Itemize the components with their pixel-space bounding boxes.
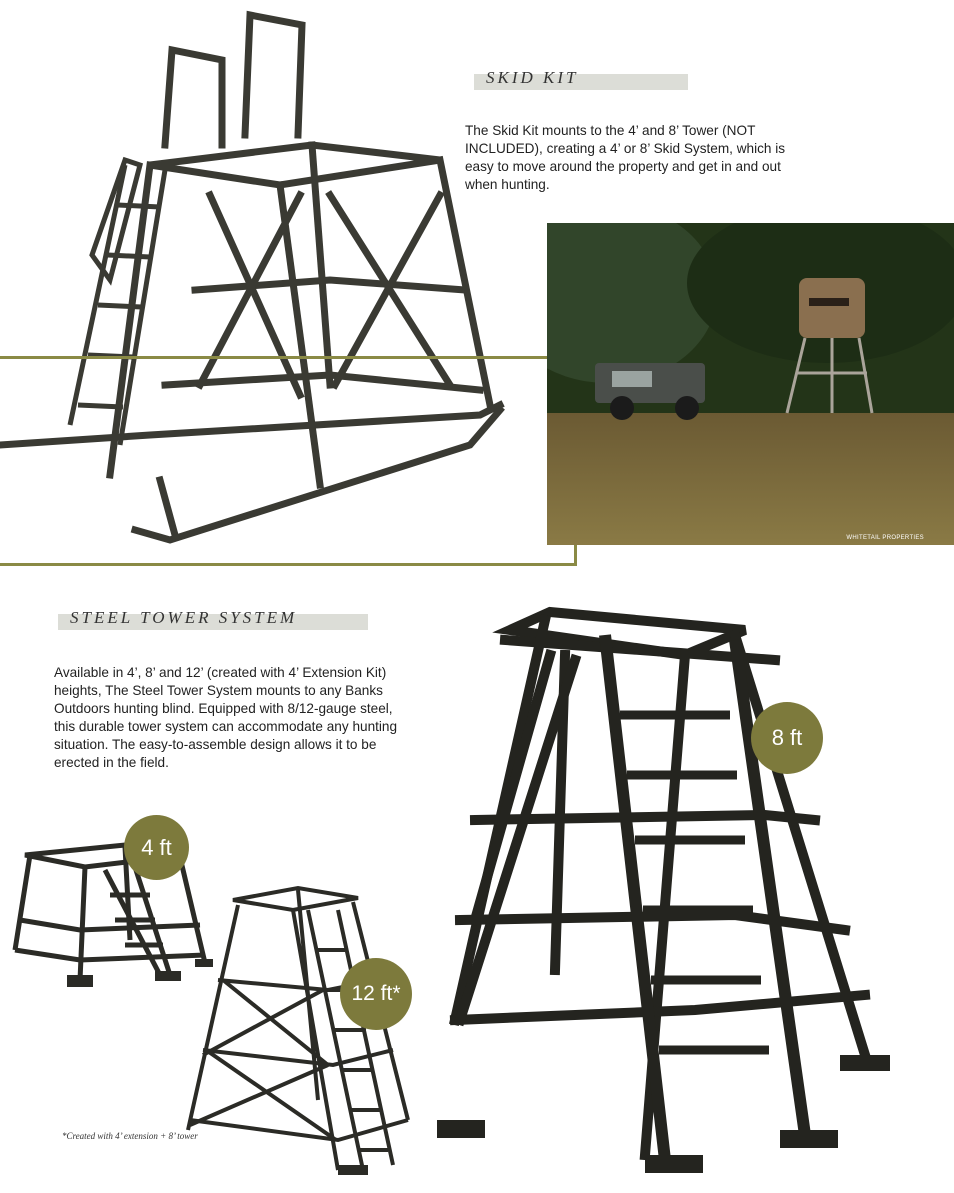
steel-tower-description: Available in 4’, 8’ and 12’ (created with 4’ Extension Kit) heights, The Steel Tower System mounts to any Banks Outdoors hunting blind. Equipped with 8/12-gauge steel, this durable tower system can accommodate any hunting situation. The easy-to-assemble design allows it to be erected in the field. bbox=[54, 665, 398, 770]
olive-frame-bottom bbox=[0, 563, 577, 566]
olive-frame-top bbox=[0, 356, 577, 359]
tower-12ft-illustration bbox=[178, 880, 418, 1180]
steel-tower-title bbox=[58, 608, 368, 628]
skid-kit-description: The Skid Kit mounts to the 4’ and 8’ Tower (NOT INCLUDED), creating a 4’ or 8’ Skid System, which is easy to move around the property and get in and out when hunting. bbox=[465, 123, 786, 192]
badge-12ft: 12 ft* bbox=[340, 958, 412, 1030]
tower-8ft-illustration bbox=[435, 600, 905, 1180]
field-photo bbox=[547, 223, 954, 545]
steel-tower-title-text: STEEL TOWER SYSTEM bbox=[70, 608, 298, 627]
badge-8ft: 8 ft bbox=[751, 702, 823, 774]
badge-4ft: 4 ft bbox=[124, 815, 189, 880]
skid-tower-illustration bbox=[0, 5, 560, 565]
footnote: *Created with 4’ extension + 8’ tower bbox=[62, 1131, 198, 1141]
skid-kit-title-text: SKID KIT bbox=[486, 68, 579, 87]
photo-credit: WHITETAIL PROPERTIES bbox=[846, 535, 924, 541]
